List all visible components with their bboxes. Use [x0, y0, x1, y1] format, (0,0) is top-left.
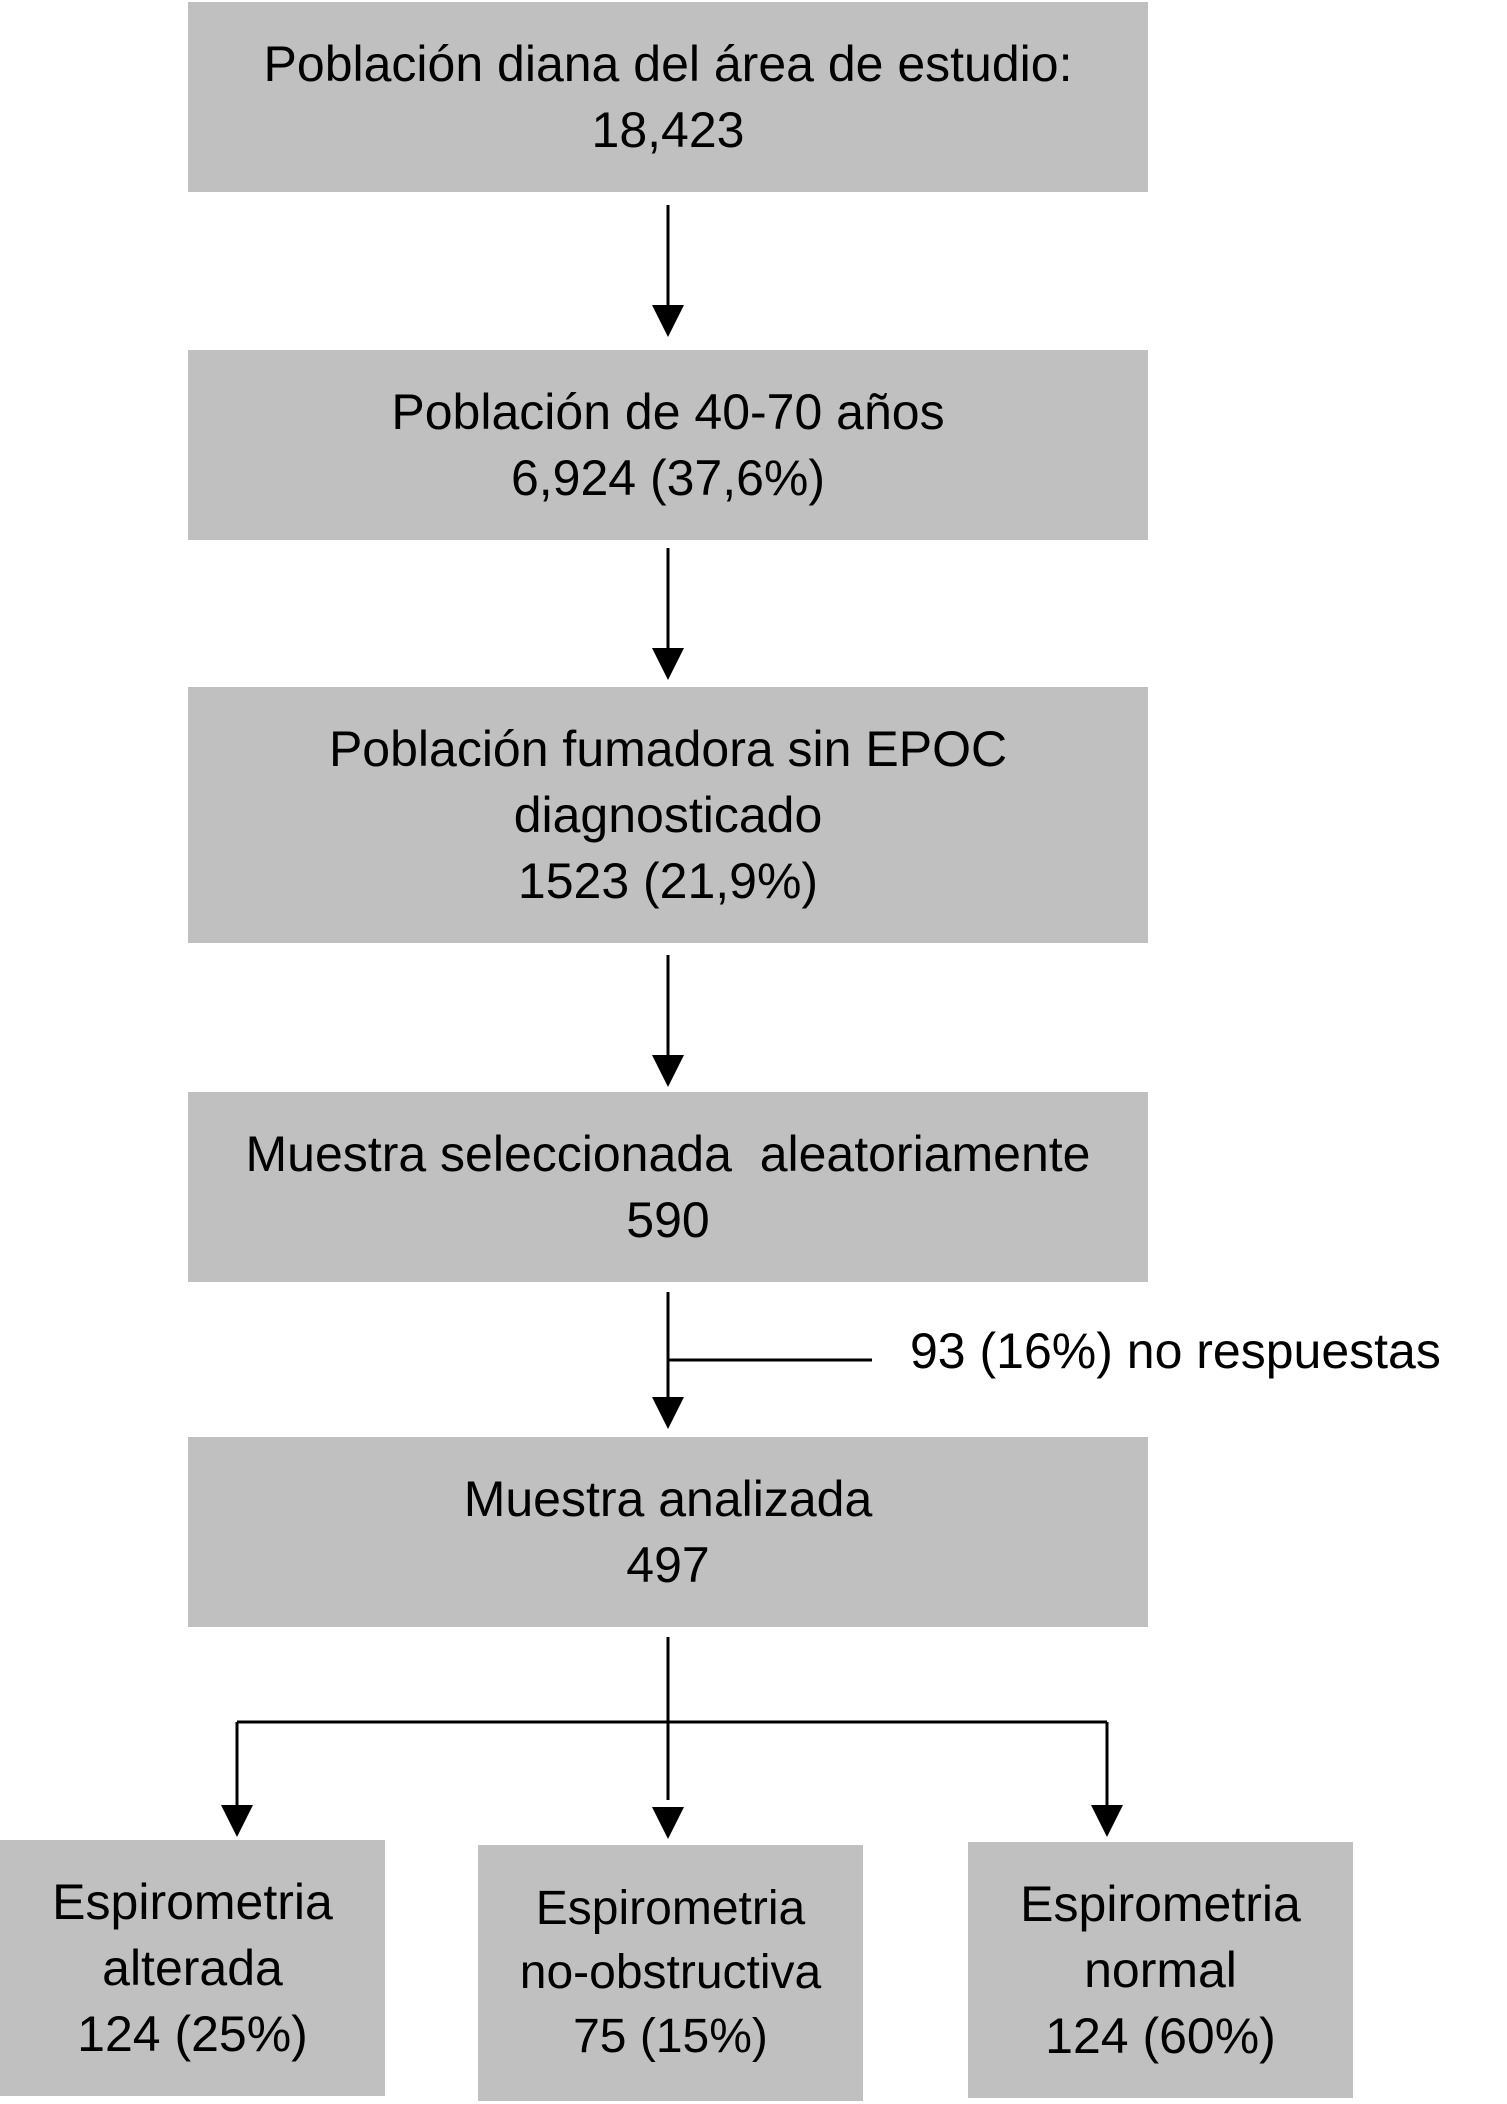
smokers-population-label: Población fumadora sin EPOC: [328, 721, 1008, 777]
altered-spirometry-label-cont: alterada: [102, 1940, 283, 1996]
smokers-population-label-cont: diagnosticado: [513, 787, 823, 843]
arrowhead-altered: [221, 1805, 253, 1837]
nonobstructive-spirometry-label: Espirometria: [535, 1882, 806, 1935]
nonresponse-label: 93 (16%) no respuestas: [910, 1323, 1441, 1379]
normal-spirometry-label-cont: normal: [1084, 1942, 1237, 1998]
arrowhead-nonobstructive: [652, 1807, 684, 1839]
age-population-box: [188, 350, 1148, 540]
analyzed-sample-count: 497: [626, 1537, 710, 1593]
age-population-label: Población de 40-70 años: [391, 384, 945, 440]
analyzed-sample-box: [188, 1437, 1148, 1627]
arrowhead-smokers: [652, 648, 684, 680]
arrowhead-random: [652, 1055, 684, 1087]
random-sample-label: Muestra seleccionada aleatoriamente: [245, 1126, 1091, 1182]
age-population-count: 6,924 (37,6%): [510, 450, 826, 506]
altered-spirometry-count: 124 (25%): [77, 2006, 308, 2062]
altered-spirometry-box: [0, 1840, 385, 2096]
smokers-population-box: [188, 687, 1148, 943]
target-population-label: Población diana del área de estudio:: [263, 36, 1073, 92]
arrowhead-normal: [1091, 1805, 1123, 1837]
normal-spirometry-label: Espirometria: [1020, 1876, 1301, 1932]
arrowhead-analyzed: [652, 1397, 684, 1429]
normal-spirometry-box: [968, 1842, 1353, 2098]
nonobstructive-spirometry-label-cont: no-obstructiva: [519, 1946, 822, 1999]
nonobstructive-spirometry-count: 75 (15%): [573, 2010, 768, 2063]
random-sample-count: 590: [626, 1192, 710, 1248]
random-sample-box: [188, 1092, 1148, 1282]
normal-spirometry-count: 124 (60%): [1045, 2008, 1276, 2064]
smokers-population-count: 1523 (21,9%): [517, 853, 819, 909]
nonobstructive-spirometry-box: [478, 1845, 863, 2101]
analyzed-sample-label: Muestra analizada: [463, 1471, 873, 1527]
altered-spirometry-label: Espirometria: [52, 1874, 333, 1930]
arrowhead-age: [652, 305, 684, 337]
target-population-count: 18,423: [591, 102, 745, 158]
target-population-box: [188, 2, 1148, 192]
